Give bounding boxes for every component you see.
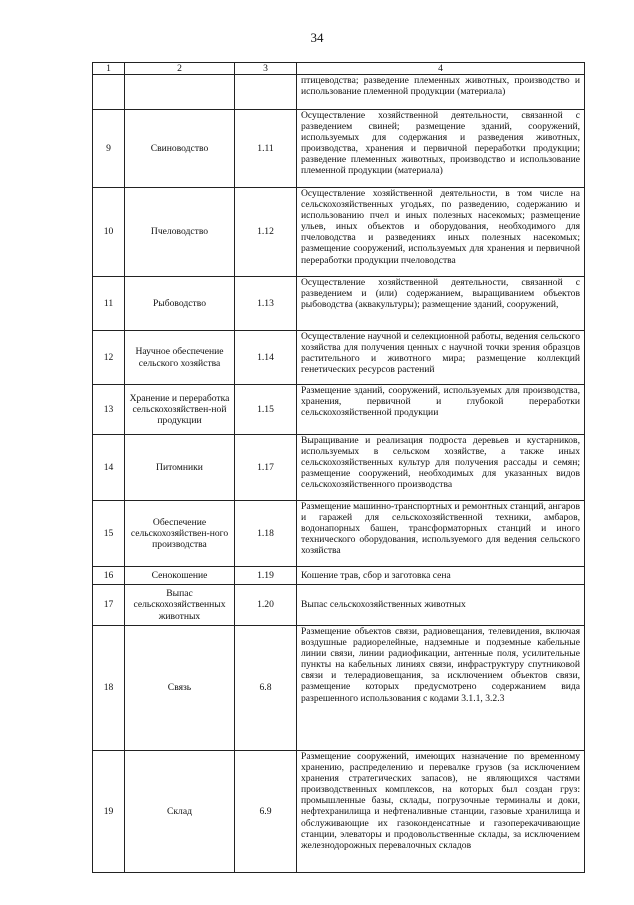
use-name: Питомники — [125, 435, 235, 501]
use-code: 1.12 — [235, 188, 297, 277]
use-name: Рыбоводство — [125, 277, 235, 331]
use-name: Свиноводство — [125, 110, 235, 188]
use-code: 1.19 — [235, 567, 297, 585]
table-row — [93, 585, 585, 626]
use-description: Кошение трав, сбор и заготовка сена — [297, 567, 585, 585]
row-number: 13 — [93, 385, 125, 435]
table-row — [93, 385, 585, 435]
page-number: 34 — [310, 30, 324, 45]
use-code: 1.14 — [235, 331, 297, 385]
column-header: 2 — [125, 63, 235, 75]
table-row — [93, 435, 585, 501]
use-name: Научное обеспечение сельского хозяйства — [125, 331, 235, 385]
column-header: 3 — [235, 63, 297, 75]
use-description: Размещение машинно-транспортных и ремонтных станций, ангаров и гаражей для сельскохозяйственной техники, амбаров, водонапорных башен, трансформаторных станций и иного технического оборудования, используемого для ведения сельского хозяйства — [297, 501, 585, 567]
use-name: Склад — [125, 751, 235, 873]
row-number — [93, 75, 125, 110]
use-description: Размещение объектов связи, радиовещания, телевидения, включая воздушные радиорелейные, надземные и подземные кабельные линии связи, линии радиофикации, антенные поля, усилительные пункты на кабельных линиях связи, инфраструктуру спутниковой связи и телерадиовещания, за исключением объектов связи, размещение которых предусмотрено содержанием вида разрешенного использования с кодами 3.1.1, 3.2.3 — [297, 626, 585, 751]
use-name — [125, 75, 235, 110]
table-row — [93, 331, 585, 385]
use-code: 1.18 — [235, 501, 297, 567]
table-row — [93, 110, 585, 188]
use-code: 1.15 — [235, 385, 297, 435]
use-description: Выращивание и реализация подроста деревьев и кустарников, используемых в сельском хозяйстве, а также иных сельскохозяйственных культур для получения рассады и семян; размещение сооружений, необходимых для указанных видов сельскохозяйственного производства — [297, 435, 585, 501]
use-code — [235, 75, 297, 110]
use-description: птицеводства; разведение племенных животных, производство и использование племенной продукции (материала) — [297, 75, 585, 110]
use-name: Связь — [125, 626, 235, 751]
row-number: 19 — [93, 751, 125, 873]
use-name: Выпас сельскохозяйственных животных — [125, 585, 235, 626]
use-name: Сенокошение — [125, 567, 235, 585]
table-row — [93, 75, 585, 110]
table-row — [93, 626, 585, 751]
use-description: Осуществление научной и селекционной работы, ведения сельского хозяйства для получения ценных с научной точки зрения образцов растительного и животного мира; размещение коллекций генетических ресурсов растений — [297, 331, 585, 385]
row-number: 11 — [93, 277, 125, 331]
use-description: Осуществление хозяйственной деятельности, в том числе на сельскохозяйственных угодьях, по разведению, содержанию и использованию пчел и иных полезных насекомых; размещение ульев, иных объектов и оборудования, необходимого для пчеловодства и разведениях иных полезных насекомых; размещение сооружений, используемых для хранения и первичной переработки продукции пчеловодства — [297, 188, 585, 277]
use-description: Осуществление хозяйственной деятельности, связанной с разведением свиней; размещение зданий, сооружений, используемых для содержания и разведения животных, производства, хранения и первичной переработки продукции; разведение племенных животных, производство и использование племенной продукции (материала) — [297, 110, 585, 188]
use-code: 1.11 — [235, 110, 297, 188]
use-code: 1.17 — [235, 435, 297, 501]
use-name: Обеспечение сельскохозяйствен-ного производства — [125, 501, 235, 567]
use-code: 1.20 — [235, 585, 297, 626]
row-number: 9 — [93, 110, 125, 188]
table-row — [93, 277, 585, 331]
row-number: 10 — [93, 188, 125, 277]
use-name: Хранение и переработка сельскохозяйствен-ной продукции — [125, 385, 235, 435]
row-number: 15 — [93, 501, 125, 567]
column-header: 4 — [297, 63, 585, 75]
table-row — [93, 501, 585, 567]
use-code: 6.9 — [235, 751, 297, 873]
table-row — [93, 188, 585, 277]
column-header: 1 — [93, 63, 125, 75]
table-row — [93, 567, 585, 585]
row-number: 14 — [93, 435, 125, 501]
use-description: Выпас сельскохозяйственных животных — [297, 585, 585, 626]
use-description: Размещение сооружений, имеющих назначение по временному хранению, распределению и перевалке грузов (за исключением хранения стратегических запасов), не являющихся частями производственных комплексов, на которых был создан груз: промышленные базы, склады, погрузочные терминалы и доки, нефтехранилища и нефтеналивные станции, газовые хранилища и обслуживающие их газоконденсатные и газоперекачивающие станции, элеваторы и продовольственные склады, за исключением железнодорожных перевалочных складов — [297, 751, 585, 873]
row-number: 16 — [93, 567, 125, 585]
land-use-table — [92, 62, 585, 873]
use-description: Осуществление хозяйственной деятельности, связанной с разведением и (или) содержанием, выращиванием объектов рыбоводства (аквакультуры); размещение зданий, сооружений, — [297, 277, 585, 331]
table-row — [93, 751, 585, 873]
use-code: 1.13 — [235, 277, 297, 331]
row-number: 18 — [93, 626, 125, 751]
row-number: 12 — [93, 331, 125, 385]
use-description: Размещение зданий, сооружений, используемых для производства, хранения, первичной и глубокой переработки сельскохозяйственной продукции — [297, 385, 585, 435]
use-name: Пчеловодство — [125, 188, 235, 277]
table-header — [93, 63, 585, 75]
use-code: 6.8 — [235, 626, 297, 751]
row-number: 17 — [93, 585, 125, 626]
